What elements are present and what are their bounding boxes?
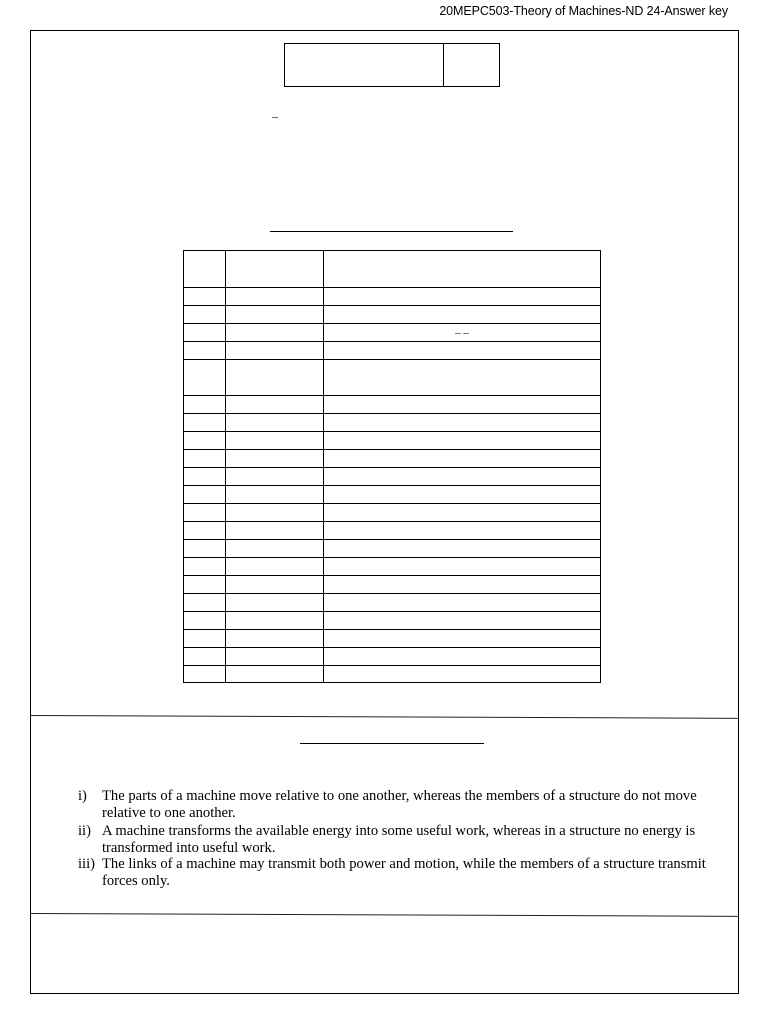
list-item-text: The links of a machine may transmit both power and motion, while the members of a structure transmit forces only.: [102, 856, 706, 889]
table-cell: [226, 468, 324, 486]
table-row: [184, 558, 601, 576]
table-cell: [324, 504, 601, 522]
table-cell: [324, 396, 601, 414]
table-cell: [324, 360, 601, 396]
table-cell: [184, 450, 226, 468]
table-cell: [184, 360, 226, 396]
table-row: [184, 288, 601, 306]
table-cell: [184, 630, 226, 648]
table-row: [184, 468, 601, 486]
table-row: [184, 594, 601, 612]
table-cell: [184, 414, 226, 432]
table-cell: [226, 486, 324, 504]
table-cell: [226, 450, 324, 468]
table-cell: [324, 522, 601, 540]
table-cell: [184, 540, 226, 558]
table-cell: [324, 612, 601, 630]
table-row: [184, 432, 601, 450]
table-cell: [226, 540, 324, 558]
table-cell: [226, 432, 324, 450]
table-cell: [226, 324, 324, 342]
table-cell: [184, 504, 226, 522]
table-cell: [184, 648, 226, 666]
table-cell: [184, 306, 226, 324]
table-cell: [184, 594, 226, 612]
table-cell: [226, 288, 324, 306]
table-cell: [184, 324, 226, 342]
table-cell: [226, 396, 324, 414]
table-cell: [226, 522, 324, 540]
section-heading-underline: [270, 231, 513, 232]
table-cell: [184, 612, 226, 630]
table-cell: [324, 450, 601, 468]
table-cell: [184, 251, 226, 288]
table-cell: [226, 504, 324, 522]
table-cell: – –: [324, 324, 601, 342]
dash-mark: –: [272, 109, 278, 123]
document-header: 20MEPC503-Theory of Machines-ND 24-Answer key: [439, 4, 728, 18]
table-cell: [226, 306, 324, 324]
table-cell: [324, 468, 601, 486]
table-row: [184, 576, 601, 594]
table-row: [184, 324, 601, 342]
table-row: [184, 486, 601, 504]
list-item-number: i): [78, 788, 87, 804]
table-row: [184, 504, 601, 522]
table-row: [184, 630, 601, 648]
table-cell: [324, 540, 601, 558]
register-number-box[interactable]: [284, 43, 500, 87]
table-cell: [184, 666, 226, 683]
table-cell: [226, 576, 324, 594]
register-number-extra-cell[interactable]: [444, 44, 499, 86]
list-item: [78, 856, 728, 889]
table-cell: [226, 251, 324, 288]
table-row: [184, 306, 601, 324]
table-cell: [184, 342, 226, 360]
table-row: [184, 612, 601, 630]
table-cell: [324, 576, 601, 594]
table-cell: [324, 306, 601, 324]
table-cell: [226, 342, 324, 360]
table-cell: [226, 648, 324, 666]
table-cell: [324, 558, 601, 576]
table-cell: [324, 288, 601, 306]
table-header-row: [184, 251, 601, 288]
table-cell: [184, 486, 226, 504]
table-cell: [324, 251, 601, 288]
table-cell: [184, 288, 226, 306]
table-cell: [184, 468, 226, 486]
table-cell: [324, 414, 601, 432]
table-row: [184, 540, 601, 558]
table-cell: [184, 522, 226, 540]
table-cell: [324, 666, 601, 683]
table-row: [184, 522, 601, 540]
list-item-number: iii): [78, 856, 96, 872]
table-cell: [324, 342, 601, 360]
table-cell: [226, 594, 324, 612]
table-cell: [226, 612, 324, 630]
table-cell: [324, 648, 601, 666]
table-cell: [184, 558, 226, 576]
table-cell: [226, 630, 324, 648]
table-cell: [184, 396, 226, 414]
list-item-number: ii): [78, 823, 91, 839]
table-cell: [184, 576, 226, 594]
table-cell: [226, 414, 324, 432]
table-cell: [226, 666, 324, 683]
table-cell: [226, 360, 324, 396]
table-cell: [324, 432, 601, 450]
list-item-text: The parts of a machine move relative to one another, whereas the members of a structure do not move relative to one another.: [102, 788, 697, 821]
register-number-cell[interactable]: [285, 44, 444, 86]
table-row: [184, 648, 601, 666]
table-row: [184, 666, 601, 683]
table-row: [184, 450, 601, 468]
list-item-text: A machine transforms the available energy into some useful work, whereas in a structure no energy is transformed into useful work.: [102, 823, 696, 856]
table-cell: [184, 432, 226, 450]
table-row: [184, 342, 601, 360]
list-item: [78, 823, 728, 856]
answer-key-table: [183, 250, 601, 683]
table-row: [184, 396, 601, 414]
answer-list: [78, 788, 728, 889]
table-cell: [324, 630, 601, 648]
list-item: [78, 788, 728, 821]
table-row: [184, 414, 601, 432]
part-b-heading-underline: [300, 743, 484, 744]
table-cell: [226, 558, 324, 576]
table-cell: [324, 486, 601, 504]
table-row: [184, 360, 601, 396]
table-cell: [324, 594, 601, 612]
answer-key-table-body: [184, 251, 601, 683]
